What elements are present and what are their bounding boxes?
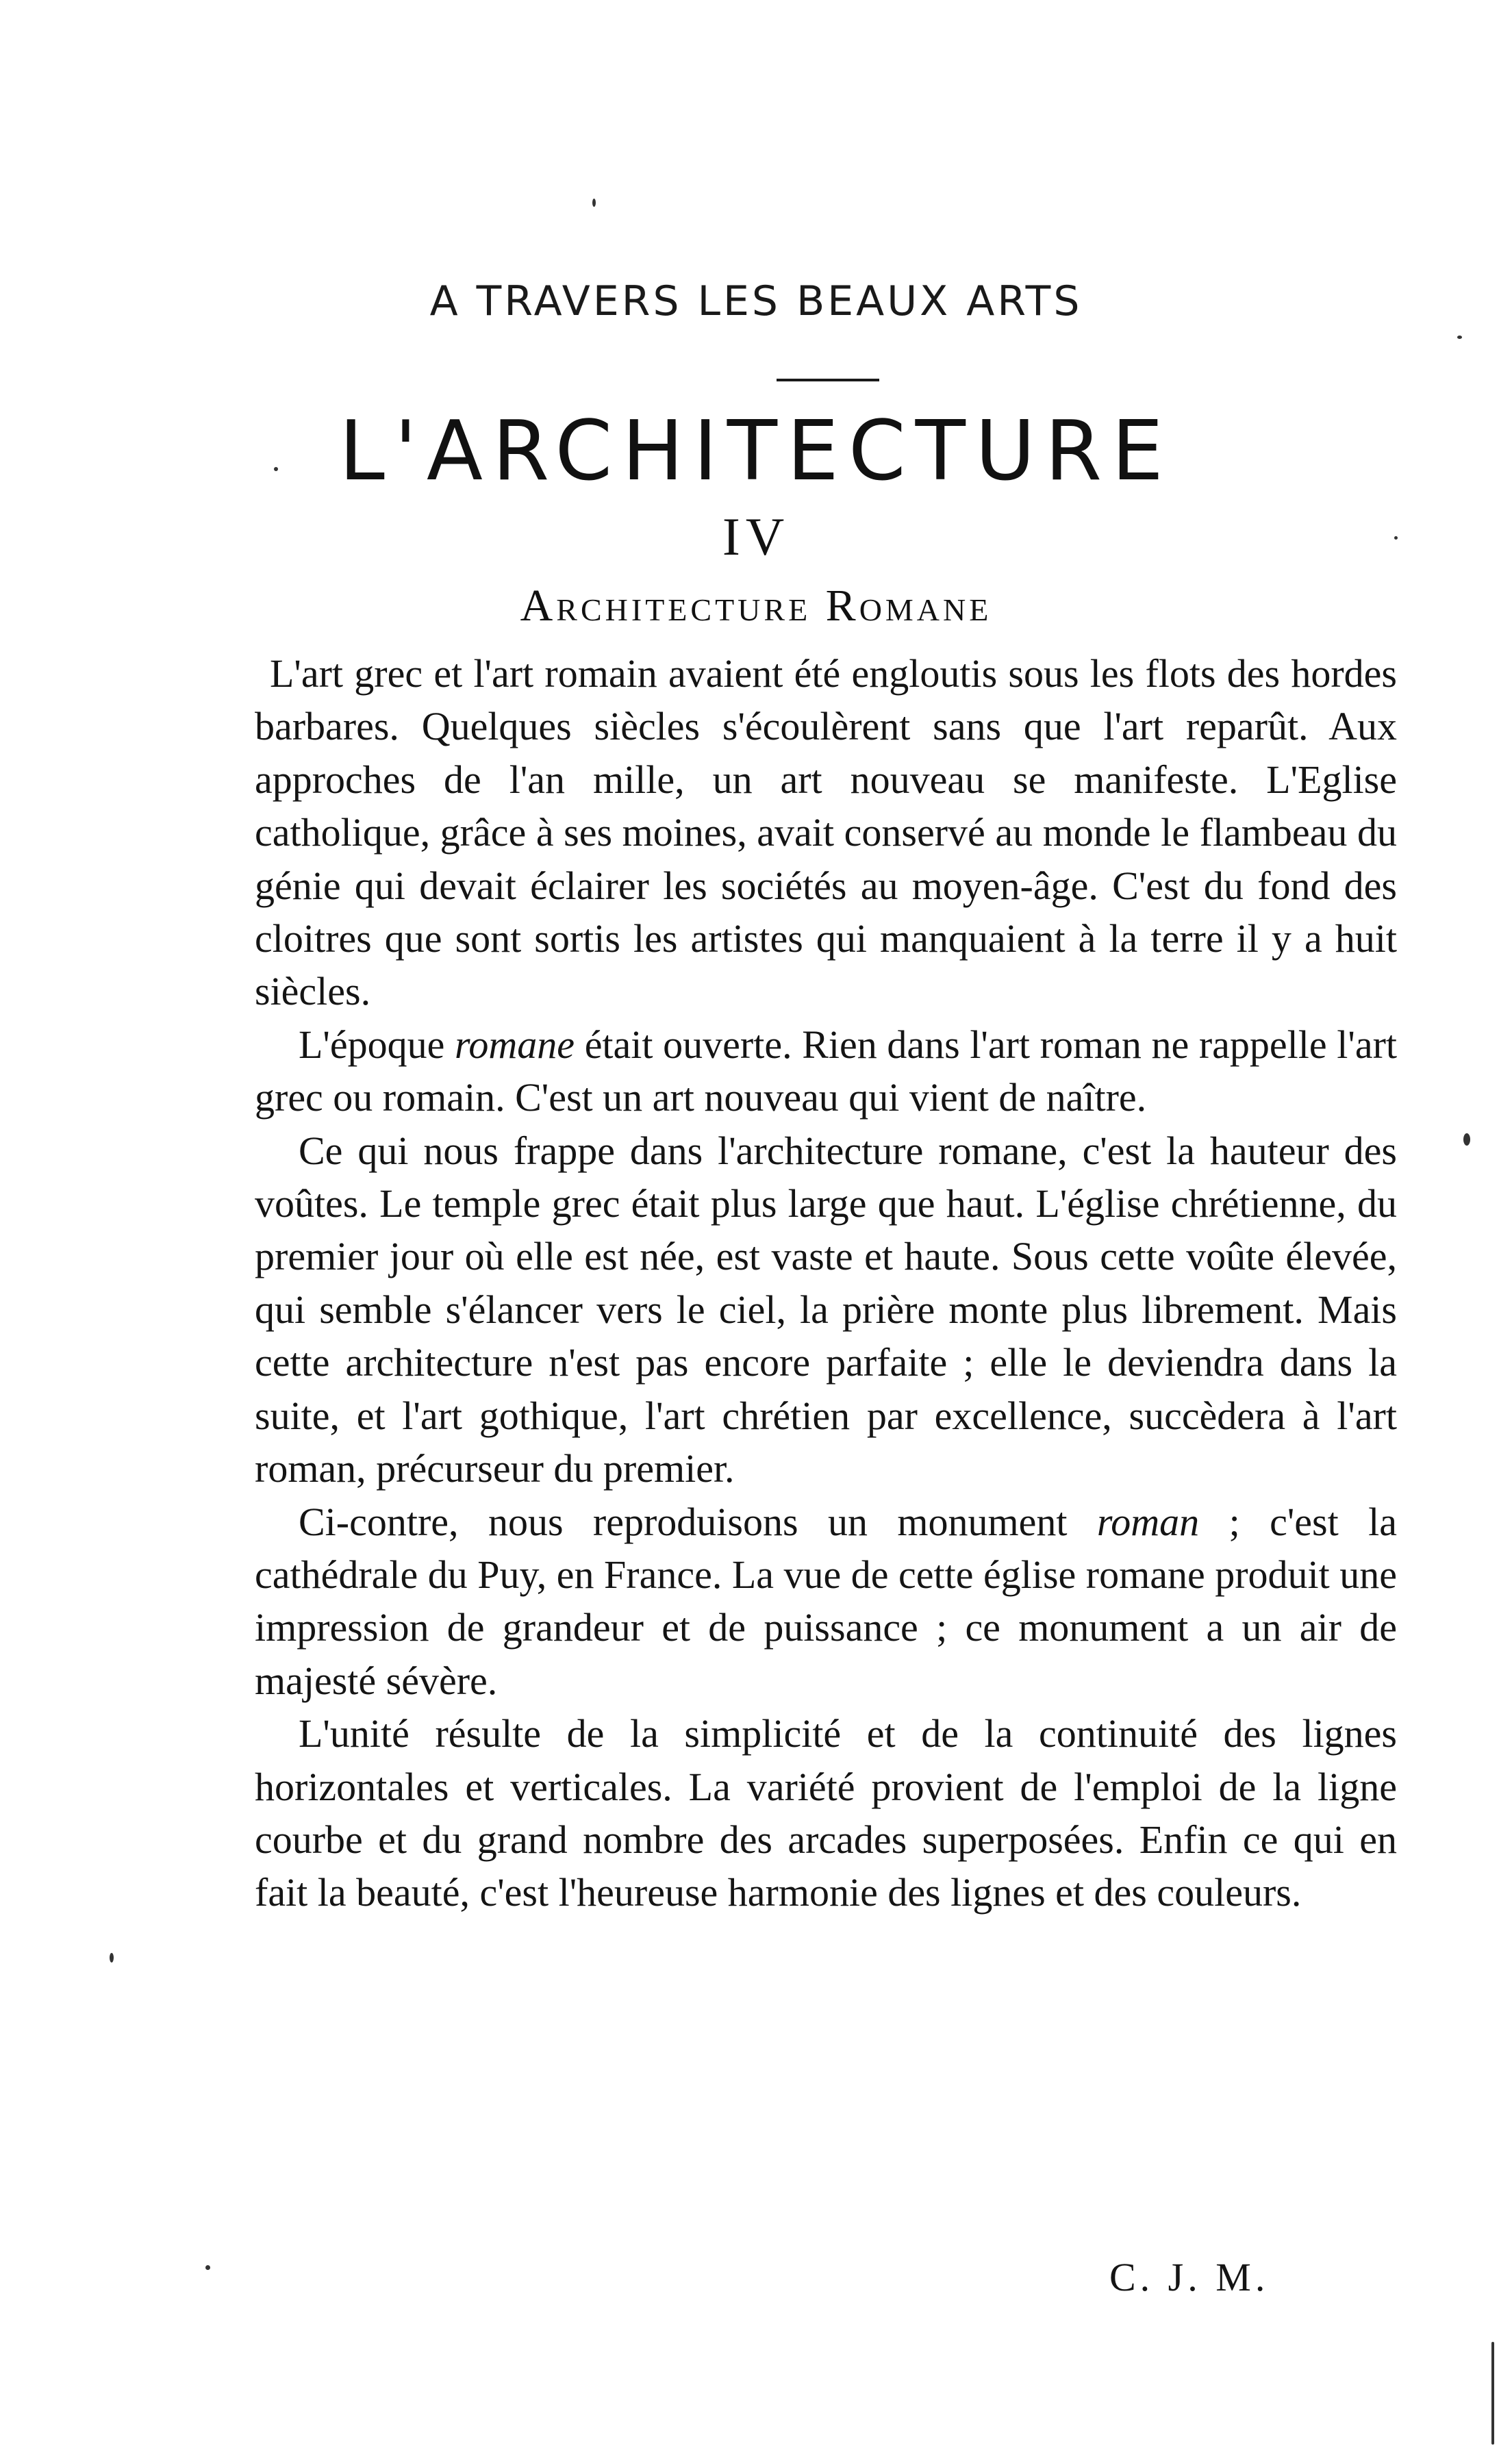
paragraph-text: Ce qui nous frappe dans l'architecture romane, c'est la hauteur des voûtes. Le temple grec était plus large que haut. L'église chrétienne, du premier jour où elle est née, est vaste et haute. Sous cette voûte élevée, qui semble s'élancer vers le ciel, la prière monte plus librement. Mais cette architecture n'est pas encore parfaite ; elle le deviendra dans la suite, et l'art gothique, l'art chrétien par excellence, succèdera à l'art roman, précurseur du premier. [255,1128,1397,1491]
italic-term: roman [1096,1499,1200,1544]
print-speck [205,2265,210,2270]
paragraph-3 [255,1124,1397,1496]
paragraph-4 [255,1496,1397,1708]
print-speck [592,199,596,207]
title-rule [777,379,879,381]
paragraph-text: L'art grec et l'art romain avaient été engloutis sous les flots des hordes barbares. Quelques siècles s'écoulèrent sans que l'art reparût. Aux approches de l'an mille, un art nouveau se manifeste. L'Eglise catholique, grâce à ses moines, avait conservé au monde le flambeau du génie qui devait éclairer les sociétés au moyen-âge. C'est du fond des cloitres que sont sortis les artistes qui manquaient à la terre il y a huit siècles. [255,651,1397,1014]
paragraph-2 [255,1018,1397,1124]
paragraph-text: L'époque [299,1022,455,1067]
paragraph-5 [255,1707,1397,1919]
print-speck [274,467,278,471]
part-number: IV [722,507,790,566]
paragraph-1 [255,647,1397,1018]
print-speck [110,1953,114,1963]
signature-initials: C. J. M. [1109,2255,1270,2299]
print-speck [1457,336,1462,339]
running-head: A TRAVERS LES BEAUX ARTS [429,277,1083,325]
article-title: L'ARCHITECTURE [339,404,1173,499]
print-speck [1491,2342,1494,2445]
paragraph-text: ; c'est la cathédrale du Puy, en France. La vue de cette église romane produit une impression de grandeur et de puissance ; ce monument a un air de majesté sévère. [255,1499,1397,1703]
paragraph-text: L'unité résulte de la simplicité et de la continuité des lignes horizontales et verticales. La variété provient de l'emploi de la ligne courbe et du grand nombre des arcades superposées. Enfin ce qui en fait la beauté, c'est l'heureuse harmonie des lignes et des couleurs. [255,1711,1397,1915]
print-speck [1463,1133,1470,1146]
section-title: Architecture Romane [520,581,992,631]
paragraph-text: Ci-contre, nous reproduisons un monument [299,1499,1097,1544]
print-speck [1394,536,1398,540]
paragraph-text: était ouverte. Rien dans l'art roman ne rappelle l'art grec ou romain. C'est un art nouveau qui vient de naître. [255,1022,1397,1120]
italic-term: romane [455,1022,575,1067]
article-body [255,647,1397,1919]
